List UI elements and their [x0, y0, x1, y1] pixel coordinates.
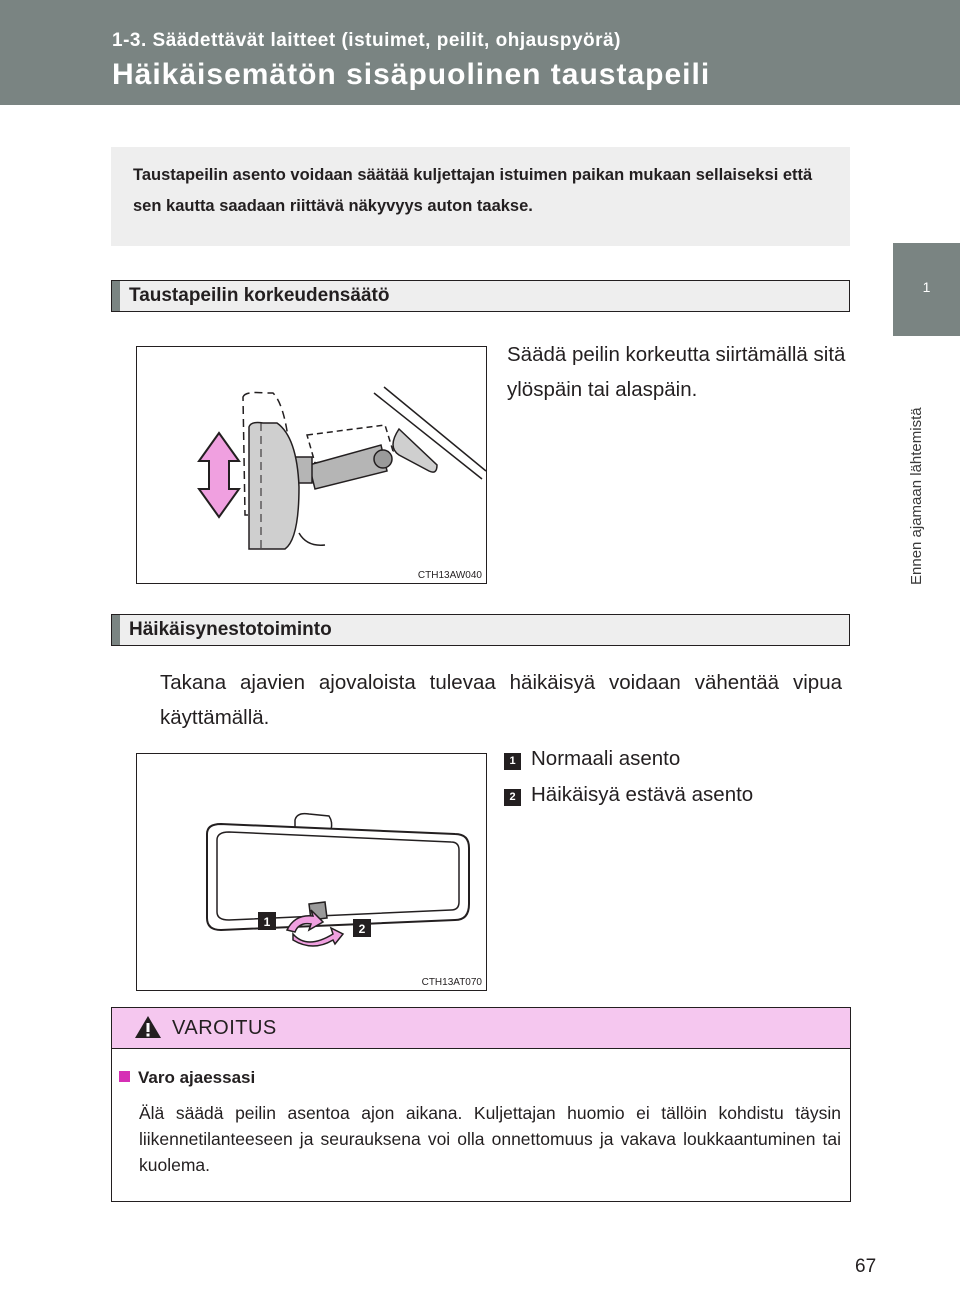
section2-text: Takana ajavien ajovaloista tulevaa häikäisyä voidaan vähentää vipua käyttämällä.: [160, 671, 842, 729]
stem-joint: [374, 450, 392, 468]
chapter-name: Ennen ajamaan lähtemistä: [908, 407, 925, 585]
mirror-frame: [207, 824, 469, 930]
figure-anti-glare: [136, 753, 487, 991]
up-down-arrow-icon: [199, 433, 239, 517]
section-heading-text: Häikäisynestotoiminto: [129, 619, 332, 640]
section1-text: Säädä peilin korkeutta siirtämällä sitä ylöspäin tai alaspäin.: [507, 343, 846, 401]
warning-triangle-icon: [134, 1014, 162, 1040]
warning-subheading: [119, 1068, 255, 1088]
legend-badge: 2: [504, 789, 521, 806]
section-heading-height-adjust: [111, 280, 850, 312]
callout-1-text: 1: [263, 915, 271, 929]
chapter-tab: [893, 243, 960, 336]
section-title: 1-3. Säädettävät laitteet (istuimet, peilit, ohjauspyörä): [112, 30, 621, 51]
legend-badge: 1: [504, 753, 521, 770]
chapter-number: 1: [922, 279, 931, 295]
mirror-height-illustration: [137, 347, 486, 583]
figure-mirror-height: [136, 346, 487, 584]
section-heading-anti-glare: [111, 614, 850, 646]
warning-subheading-text: Varo ajaessasi: [138, 1068, 256, 1087]
mirror-lever: [299, 533, 325, 545]
bullet-square-icon: [119, 1071, 130, 1082]
section-heading-text: Taustapeilin korkeudensäätö: [129, 285, 390, 306]
warning-label: VAROITUS: [172, 1017, 277, 1039]
mirror-stem: [309, 445, 387, 489]
figure-code: CTH13AW040: [417, 570, 482, 581]
curved-arrow-icon: [293, 928, 343, 946]
mirror-mount: [393, 429, 437, 472]
intro-box: [111, 147, 850, 246]
warning-header: [112, 1008, 850, 1049]
warning-box: [111, 1007, 851, 1202]
figure-code: CTH13AT070: [421, 977, 482, 988]
legend-label: Häikäisyä estävä asento: [531, 783, 754, 806]
page-header: [0, 0, 960, 105]
page-title: Häikäisemätön sisäpuolinen taustapeili: [112, 58, 711, 91]
mirror-body: [249, 423, 299, 550]
warning-text: Älä säädä peilin asentoa ajon aikana. Kuljettajan huomio ei tällöin kohdistu täysin liikennetilanteeseen ja seurauksena voi olla onnettomuus ja vakava loukkaantuminen tai kuolema.: [139, 1103, 841, 1175]
chapter-label: [898, 345, 928, 585]
page-number: 67: [855, 1256, 877, 1277]
legend-label: Normaali asento: [531, 747, 681, 770]
anti-glare-illustration: [137, 754, 486, 990]
callout-2-text: 2: [358, 922, 366, 936]
intro-text: Taustapeilin asento voidaan säätää kuljettajan istuimen paikan mukaan sellaiseksi että sen kautta saadaan riittävä näkyvyys auton taakse.: [133, 166, 813, 215]
